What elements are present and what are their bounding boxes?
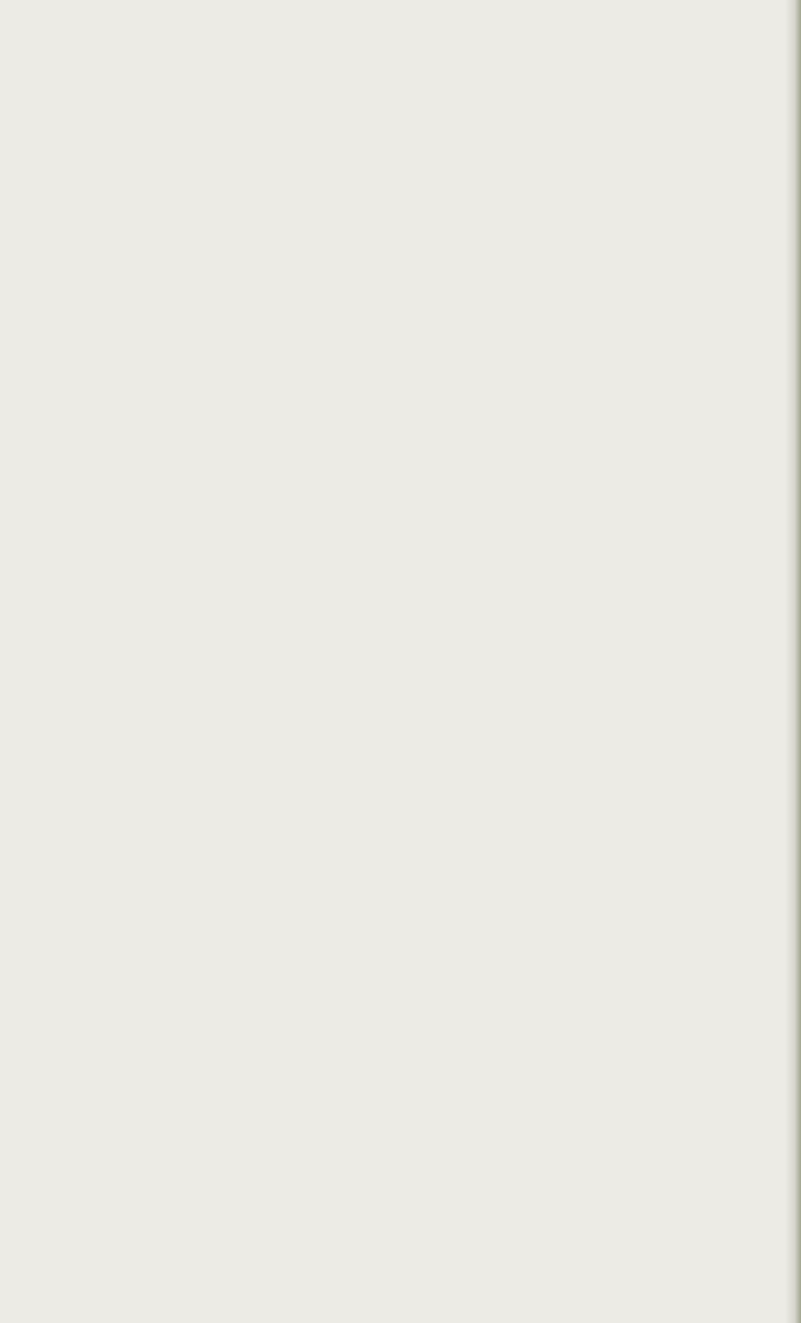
running-header — [70, 83, 775, 115]
page-body — [70, 133, 775, 155]
page-edge-shadow — [785, 0, 801, 1323]
